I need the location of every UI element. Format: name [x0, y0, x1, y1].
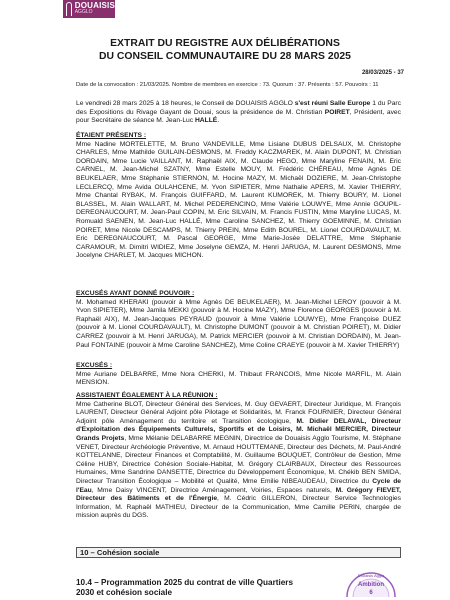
logo-name: DOUAISIS	[74, 1, 115, 10]
badge-number-text: 6	[369, 590, 373, 596]
intro-president: POIRET	[324, 108, 350, 116]
intro-secretary: HALLÉ	[194, 117, 218, 125]
pouvoirs-heading: EXCUSÉS AYANT DONNÉ POUVOIR :	[76, 290, 195, 297]
badge-middle-text: Ambition	[358, 582, 384, 588]
assistaient-bold-1: M. Didier DELAVAL, Directeur d'Exploitation des Équipements Culturels, Sportifs et de Loisirs, M. Michaël MERCIER, Directeur Grands Projets	[76, 417, 401, 442]
logo-text	[75, 2, 115, 16]
presents-heading: ÉTAIENT PRÉSENTS :	[76, 132, 147, 139]
pouvoirs-list: M. Mohamed KHERAKI (pouvoir à Mme Agnès DE BEUKELAER), M. Jean-Michel LEROY (pouvoir à M. Yvon SIPIETER), Mme Jamila MEKKI (pouvoir à M. Hocine MAZY), Mme Florence GEORGES (pouvoir à M. Raphaël AIX), M. Jean-Jacques PEYRAUD (pouvoir à Mme Valérie LOUWYE), Mme Françoise DUEZ (pouvoir à M. Lionel COURDAVAULT), M. Christophe DUMONT (pouvoir à M. Christian POIRET), M. Didier CARREZ (pouvoir à M. Henri JARUGA), M. Patrick MERCIER (pouvoir à M. Christian DORDAIN), M. Jean-Paul FONTAINE (pouvoir à Mme Caroline SANCHEZ), Mme Coline CRAEYE (pouvoir à M. Xavier THIERRY)	[76, 298, 401, 349]
ambition-6-badge	[343, 561, 399, 597]
assistaient-block	[76, 392, 401, 521]
excuses-block	[76, 362, 401, 388]
logo-arch-icon	[66, 2, 72, 16]
assistaient-text-4: , M. Cédric GILLERON, Directeur Service Technologies Information, M. Raphaël MATHIEU, Directeur de la Communication, Mme Camille PERIN, chargée de mission auprès du DGS.	[76, 495, 401, 520]
presents-block	[76, 132, 401, 261]
agenda-item-title: 10.4 – Programmation 2025 du contrat de ville Quartiers 2030 et cohésion sociale	[76, 578, 294, 597]
convocation-meta: Date de la convocation : 21/03/2025. Nombre de membres en exercice : 73. Quorum : 37. Présents : 57. Pouvoirs : 11	[76, 82, 379, 88]
excuses-heading: EXCUSÉS :	[76, 362, 113, 369]
assistaient-text-2: , Mme Mélanie DELABARRE MEGNIN, Directrice de Douaisis Agglo Tourisme, M. Stéphane VENET, Directeur Archéologie Préventive, M. Arnaud HOUTTEMANE, Directeur des Déchets, M. Paul-André KOTTELANNE, Directeur Finances et Comptabilité, M. Guillaume BOUQUET, Contrôleur de Gestion, Mme Céline HUBY, Directrice Cohésion Sociale-Habitat, M. Grégory CLAIRBAUX, Directeur des Ressources Humaines, Mme Sandrine DANSETTE, Directrice du Développement Économique, M. Chékib BEN SMIDA, Directeur Transition Écologique – Mobilité et Qualité, Mme Emilie NIBEAUDEAU, Directrice du	[76, 434, 401, 485]
section-heading: 10 – Cohésion sociale	[76, 547, 401, 558]
assistaient-text-1: Mme Catherine BLOT, Directeur Général des Services, M. Guy GEVAERT, Directeur Juridique, M. François LAURENT, Directeur Général Adjoint pôle Pilotage et Solidarités, M. Franck FOURNIER, Directeur Général Adjoint pôle Aménagement du territoire et Transition écologique,	[76, 400, 401, 425]
assistaient-bold-2: Cycle de l'Eau	[76, 477, 401, 494]
logo-sub: AGGLO	[74, 9, 93, 15]
intro-text-3: 1 du Parc des Expositions du Rivage Gayant de Douai, sous la présidence de M. Christian	[76, 100, 401, 116]
deliberation-reference: 28/03/2025 - 37	[361, 70, 404, 76]
assistaient-text-3: , Mme Daisy VINCENT, Directrice Aménagement, Voiries, Espaces naturels,	[91, 486, 336, 494]
intro-text-2: s'est réuni Salle Europe	[294, 100, 371, 107]
badge-top-text: Douaisis Agglo	[357, 573, 385, 578]
assistaient-heading: ASSISTAIENT ÉGALEMENT À LA RÉUNION :	[76, 392, 218, 399]
title-line-1: EXTRAIT DU REGISTRE AUX DÉLIBÉRATIONS	[110, 38, 340, 49]
pouvoirs-block	[76, 290, 401, 350]
excuses-list: Mme Auriane DELBARRE, Mme Nora CHERKI, M. Thibaut FRANCOIS, Mme Nicole MARFIL, M. Alain MENSION.	[76, 370, 401, 387]
presents-list: Mme Nadine MORTELETTE, M. Bruno VANDEVILLE, Mme Lisiane DUBUS DELSAUX, M. Christophe CHARLES, Mme Mathilde GUILAIN-DESMONS, M. Freddy KACZMAREK, M. Alain DUPONT, M. Christian DORDAIN, Mme Lucie VAILLANT, M. Raphaël AIX, M. Claude HEGO, Mme Maryline FENAIN, M. Eric CARNEL, M. Jean-Michel SZATNY, Mme Estelle MOUY, M. Frédéric CHÉREAU, Mme Agnès DE BEUKELAER, Mme Stéphanie STIERNON, M. Hocine MAZY, M. Michaël DOZIERE, M. Jean-Christophe LECLERCQ, Mme Avida OULAHCENE, M. Yvon SIPIETER, Mme Nathalie APERS, M. Xavier THIERRY, Mme Chantal RYBAK, M. François GUIFFARD, M. Laurent KUMOREK, M. Thierry BOURY, M. Lionel BLASSEL, M. Alain WALLART, M. Michel PEDERENCINO, Mme Valérie LOUWYE, Mme Annie GOUPIL-DEREGNAUCOURT, M. Jean-Paul COPIN, M. Eric SILVAIN, M. Francis FUSTIN, Mme Maryline LUCAS, M. Romuald SAENEN, M. Jean-Luc HALLÉ, Mme Caroline SANCHEZ, M. Thierry GOEMINNE, M. Christian POIRET, Mme Nicole DESCAMPS, M. Thierry PREIN, Mme Edith BOUREL, M. Lionel COURDAVAULT, M. Eric DEREGNAUCOURT, M. Pascal GEORGE, Mme Marie-Josée DELATTRE, Mme Stéphanie CARAMOUR, M. Dimitri WIDIEZ, Mme Joselyne GEMZA, M. Henri JARUGA, M. Laurent DESMONS, Mme Jocelyne CHARLET, M. Jacques MICHON.	[76, 140, 401, 260]
intro-paragraph	[76, 100, 401, 126]
douaisis-agglo-logo	[63, 0, 115, 18]
document-title	[0, 37, 450, 63]
intro-text-1: Le vendredi 28 mars 2025 à 18 heures, le Conseil de DOUAISIS AGGLO	[76, 100, 295, 107]
intro-text-7: .	[217, 117, 220, 125]
intro-text-5: , Président, avec pour Secrétaire de séance M. Jean-Luc	[76, 108, 401, 125]
assistaient-bold-3: M. Grégory FIEVET, Directeur des Bâtiments et de l'Énergie	[76, 486, 401, 503]
title-line-2: DU CONSEIL COMMUNAUTAIRE DU 28 MARS 2025	[99, 51, 351, 62]
